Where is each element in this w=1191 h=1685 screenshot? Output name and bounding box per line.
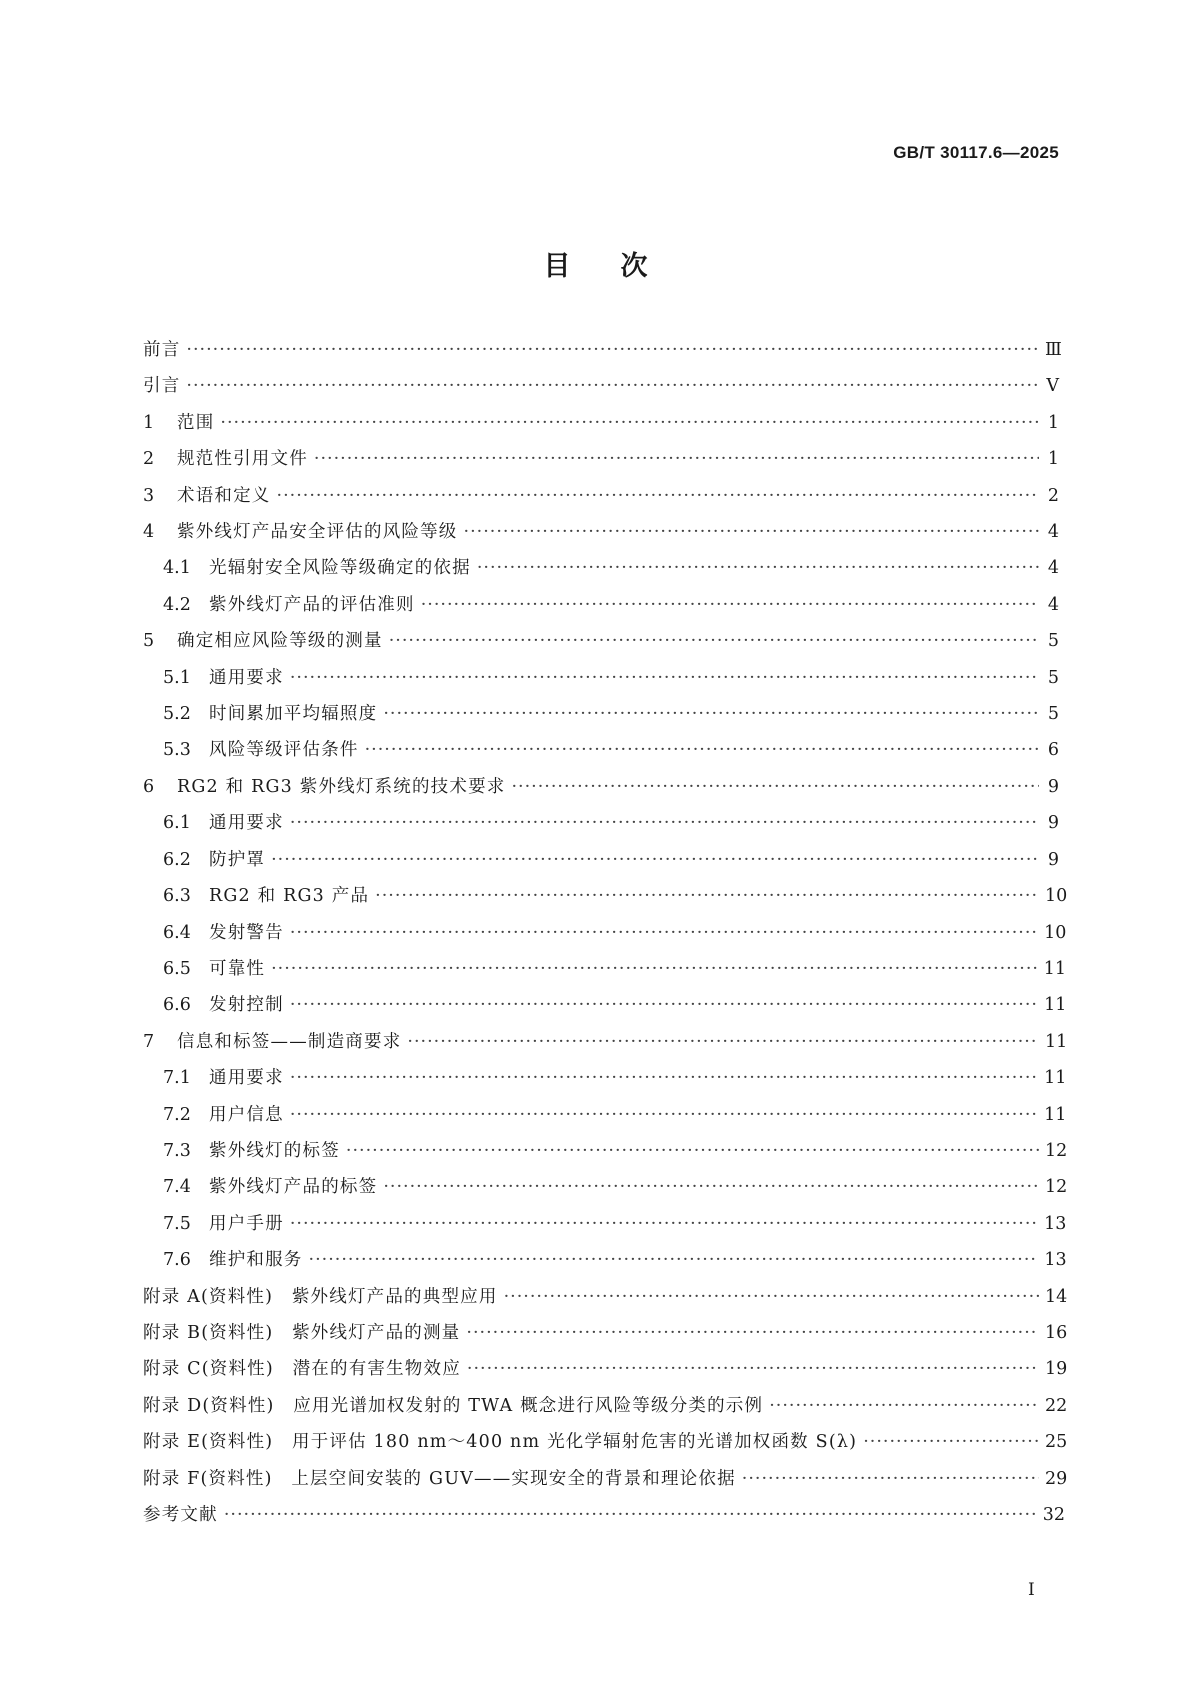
toc-entry[interactable]: [143, 409, 1059, 445]
toc-entry-page: 13: [1044, 1250, 1067, 1271]
toc-entry-title: RG2 和 RG3 紫外线灯系统的技术要求: [177, 776, 506, 797]
toc-entry-title: 信息和标签——制造商要求: [177, 1031, 402, 1052]
toc-entry[interactable]: [143, 1283, 1068, 1319]
toc-entry[interactable]: [143, 591, 1059, 627]
dot-leader: [466, 1323, 1039, 1343]
toc-entry-page: 32: [1042, 1505, 1066, 1525]
toc-entry-number: 5: [143, 631, 155, 652]
toc-entry[interactable]: [143, 1028, 1068, 1064]
toc-entry[interactable]: [143, 809, 1059, 845]
dot-leader: [346, 1141, 1039, 1161]
toc-entry[interactable]: [143, 736, 1059, 772]
toc-entry[interactable]: [143, 1392, 1068, 1428]
toc-entry-number: 7.2: [163, 1104, 191, 1125]
toc-entry-title: 通用要求: [209, 813, 284, 834]
toc-entry-number: 7: [143, 1031, 155, 1052]
toc-entry-page: 13: [1044, 1213, 1067, 1234]
toc-entry-number: 6.1: [163, 813, 191, 834]
toc-entry-page: 9: [1047, 849, 1059, 870]
toc-entry-page: 10: [1044, 922, 1067, 943]
toc-entry[interactable]: [143, 1319, 1068, 1355]
dot-leader: [277, 486, 1040, 506]
toc-entry-number: 1: [143, 412, 155, 433]
toc-entry[interactable]: [143, 1101, 1067, 1137]
toc-entry[interactable]: [143, 1428, 1068, 1464]
dot-leader: [290, 813, 1039, 833]
toc-entry-number: 6: [143, 776, 155, 797]
toc-entry-title: 范围: [177, 412, 215, 433]
toc-entry[interactable]: [143, 372, 1059, 408]
toc-entry-number: 7.6: [163, 1250, 191, 1271]
dot-leader: [290, 1105, 1038, 1125]
toc-entry[interactable]: [143, 846, 1059, 882]
toc-entry-title: 通用要求: [209, 1068, 284, 1089]
toc-entry-number: 6.6: [163, 995, 191, 1016]
dot-leader: [220, 413, 1039, 433]
toc-entry-page: 11: [1044, 1104, 1067, 1125]
toc-entry-title: 维护和服务: [209, 1250, 303, 1271]
toc-entry-page: 1: [1047, 449, 1059, 470]
dot-leader: [769, 1396, 1039, 1416]
toc-entry-title: 附录 D(资料性) 应用光谱加权发射的 TWA 概念进行风险等级分类的示例: [143, 1395, 764, 1416]
toc-entry-title: 附录 E(资料性) 用于评估 180 nm～400 nm 光化学辐射危害的光谱加权函数 S(λ): [143, 1432, 858, 1453]
toc-entry-page: 6: [1047, 740, 1059, 761]
toc-entry-number: 5.3: [163, 740, 191, 761]
dot-leader: [742, 1469, 1039, 1489]
dot-leader: [290, 995, 1038, 1015]
toc-entry-title: 确定相应风险等级的测量: [177, 631, 383, 652]
dot-leader: [407, 1032, 1039, 1052]
toc-entry-title: 光辐射安全风险等级确定的依据: [209, 558, 471, 579]
dot-leader: [186, 376, 1039, 396]
dot-leader: [389, 631, 1039, 651]
toc-list: [143, 336, 1068, 1537]
toc-entry-title: 发射警告: [209, 922, 284, 943]
toc-entry[interactable]: [143, 773, 1059, 809]
toc-entry-title: 紫外线灯产品的标签: [209, 1177, 378, 1198]
toc-entry-page: 12: [1045, 1177, 1068, 1198]
dot-leader: [271, 959, 1038, 979]
page-number: Ⅰ: [1028, 1580, 1035, 1600]
toc-entry-title: 用户信息: [209, 1104, 284, 1125]
toc-entry[interactable]: [143, 1137, 1068, 1173]
toc-entry-title: 附录 B(资料性) 紫外线灯产品的测量: [143, 1322, 461, 1343]
toc-entry[interactable]: [143, 1064, 1067, 1100]
dot-leader: [290, 1214, 1038, 1234]
toc-entry-number: 6.3: [163, 886, 191, 907]
toc-entry-number: 7.4: [163, 1177, 191, 1198]
dot-leader: [383, 1177, 1039, 1197]
toc-entry-page: 19: [1045, 1359, 1068, 1380]
toc-entry-title: 时间累加平均辐照度: [209, 704, 378, 725]
toc-entry-page: 10: [1045, 886, 1068, 907]
dot-leader: [375, 886, 1039, 906]
toc-entry-number: 4.1: [163, 558, 191, 579]
toc-entry-title: 附录 F(资料性) 上层空间安装的 GUV——实现安全的背景和理论依据: [143, 1468, 736, 1489]
toc-entry[interactable]: [143, 700, 1059, 736]
toc-entry[interactable]: [143, 955, 1066, 991]
toc-entry-title: 附录 C(资料性) 潜在的有害生物效应: [143, 1359, 461, 1380]
toc-title: 目次: [543, 251, 698, 282]
dot-leader: [504, 1287, 1039, 1307]
toc-entry-page: 2: [1047, 485, 1059, 506]
toc-entry-number: 7.5: [163, 1213, 191, 1234]
toc-entry-number: 2: [143, 449, 155, 470]
toc-entry[interactable]: [143, 482, 1059, 518]
toc-entry-number: 6.4: [163, 922, 191, 943]
dot-leader: [186, 340, 1039, 360]
toc-entry-title: 前言: [143, 340, 181, 360]
dot-leader: [467, 1359, 1039, 1379]
toc-entry-title: RG2 和 RG3 产品: [209, 886, 370, 907]
toc-entry-title: 用户手册: [209, 1213, 284, 1234]
dot-leader: [290, 923, 1038, 943]
toc-entry-page: 4: [1047, 522, 1059, 543]
toc-entry-page: Ⅴ: [1046, 376, 1059, 397]
toc-entry[interactable]: [143, 919, 1067, 955]
dot-leader: [863, 1432, 1039, 1452]
toc-entry-title: 通用要求: [209, 667, 284, 688]
dot-leader: [477, 558, 1039, 578]
toc-entry[interactable]: [143, 1246, 1067, 1282]
dot-leader: [290, 668, 1039, 688]
dot-leader: [224, 1505, 1037, 1525]
toc-entry-number: 4.2: [163, 594, 191, 615]
toc-entry-title: 规范性引用文件: [177, 449, 308, 470]
dot-leader: [309, 1250, 1039, 1270]
toc-entry-page: 4: [1047, 594, 1059, 615]
toc-entry-title: 紫外线灯产品安全评估的风险等级: [177, 522, 458, 543]
toc-entry-number: 4: [143, 522, 155, 543]
toc-entry[interactable]: [143, 1210, 1067, 1246]
toc-entry[interactable]: [143, 554, 1059, 590]
dot-leader: [421, 595, 1039, 615]
toc-entry-number: 7.1: [163, 1068, 191, 1089]
toc-entry-title: 风险等级评估条件: [209, 740, 359, 761]
toc-entry-title: 发射控制: [209, 995, 284, 1016]
toc-entry-page: 22: [1045, 1395, 1068, 1416]
toc-entry-page: 9: [1047, 813, 1059, 834]
toc-entry-title: 紫外线灯的标签: [209, 1140, 340, 1161]
toc-entry-page: 29: [1045, 1468, 1068, 1489]
toc-entry-title: 防护罩: [209, 849, 266, 870]
toc-entry-number: 3: [143, 485, 155, 506]
toc-entry-title: 附录 A(资料性) 紫外线灯产品的典型应用: [143, 1286, 498, 1307]
toc-entry[interactable]: [143, 1173, 1068, 1209]
toc-entry-page: 11: [1045, 1031, 1068, 1052]
standard-code: GB/T 30117.6—2025: [893, 143, 1059, 162]
toc-entry-page: 5: [1047, 704, 1059, 725]
toc-entry-page: Ⅲ: [1045, 340, 1062, 360]
dot-leader: [464, 522, 1040, 542]
toc-entry[interactable]: [143, 1465, 1068, 1501]
toc-entry-title: 术语和定义: [177, 485, 271, 506]
toc-entry-page: 11: [1043, 958, 1066, 979]
toc-entry[interactable]: [143, 664, 1059, 700]
toc-entry[interactable]: [143, 336, 1062, 372]
toc-entry[interactable]: [143, 1355, 1068, 1391]
toc-entry-page: 11: [1044, 995, 1067, 1016]
dot-leader: [365, 740, 1039, 760]
toc-entry[interactable]: [143, 627, 1059, 663]
toc-entry-number: 7.3: [163, 1140, 191, 1161]
dot-leader: [314, 449, 1039, 469]
toc-entry-title: 引言: [143, 376, 181, 397]
toc-entry-number: 5.1: [163, 667, 191, 688]
dot-leader: [290, 1068, 1038, 1088]
toc-entry-page: 5: [1047, 631, 1059, 652]
toc-entry-page: 25: [1045, 1432, 1068, 1453]
toc-entry-page: 9: [1047, 776, 1059, 797]
toc-entry-page: 14: [1045, 1286, 1068, 1307]
toc-entry-page: 1: [1047, 412, 1059, 433]
toc-entry-page: 5: [1047, 667, 1059, 688]
toc-entry[interactable]: [143, 445, 1059, 481]
toc-entry-page: 16: [1045, 1322, 1068, 1343]
toc-entry-number: 6.5: [163, 958, 191, 979]
toc-entry[interactable]: [143, 882, 1068, 918]
toc-entry-title: 参考文献: [143, 1505, 218, 1525]
dot-leader: [383, 704, 1039, 724]
dot-leader: [271, 850, 1039, 870]
toc-entry[interactable]: [143, 1501, 1066, 1537]
toc-entry-number: 5.2: [163, 704, 191, 725]
toc-entry[interactable]: [143, 991, 1067, 1027]
toc-entry[interactable]: [143, 518, 1059, 554]
toc-entry-title: 紫外线灯产品的评估准则: [209, 594, 415, 615]
toc-entry-page: 12: [1045, 1140, 1068, 1161]
toc-entry-number: 6.2: [163, 849, 191, 870]
toc-entry-page: 4: [1047, 558, 1059, 579]
toc-entry-title: 可靠性: [209, 958, 266, 979]
toc-entry-page: 11: [1044, 1068, 1067, 1089]
dot-leader: [511, 777, 1039, 797]
